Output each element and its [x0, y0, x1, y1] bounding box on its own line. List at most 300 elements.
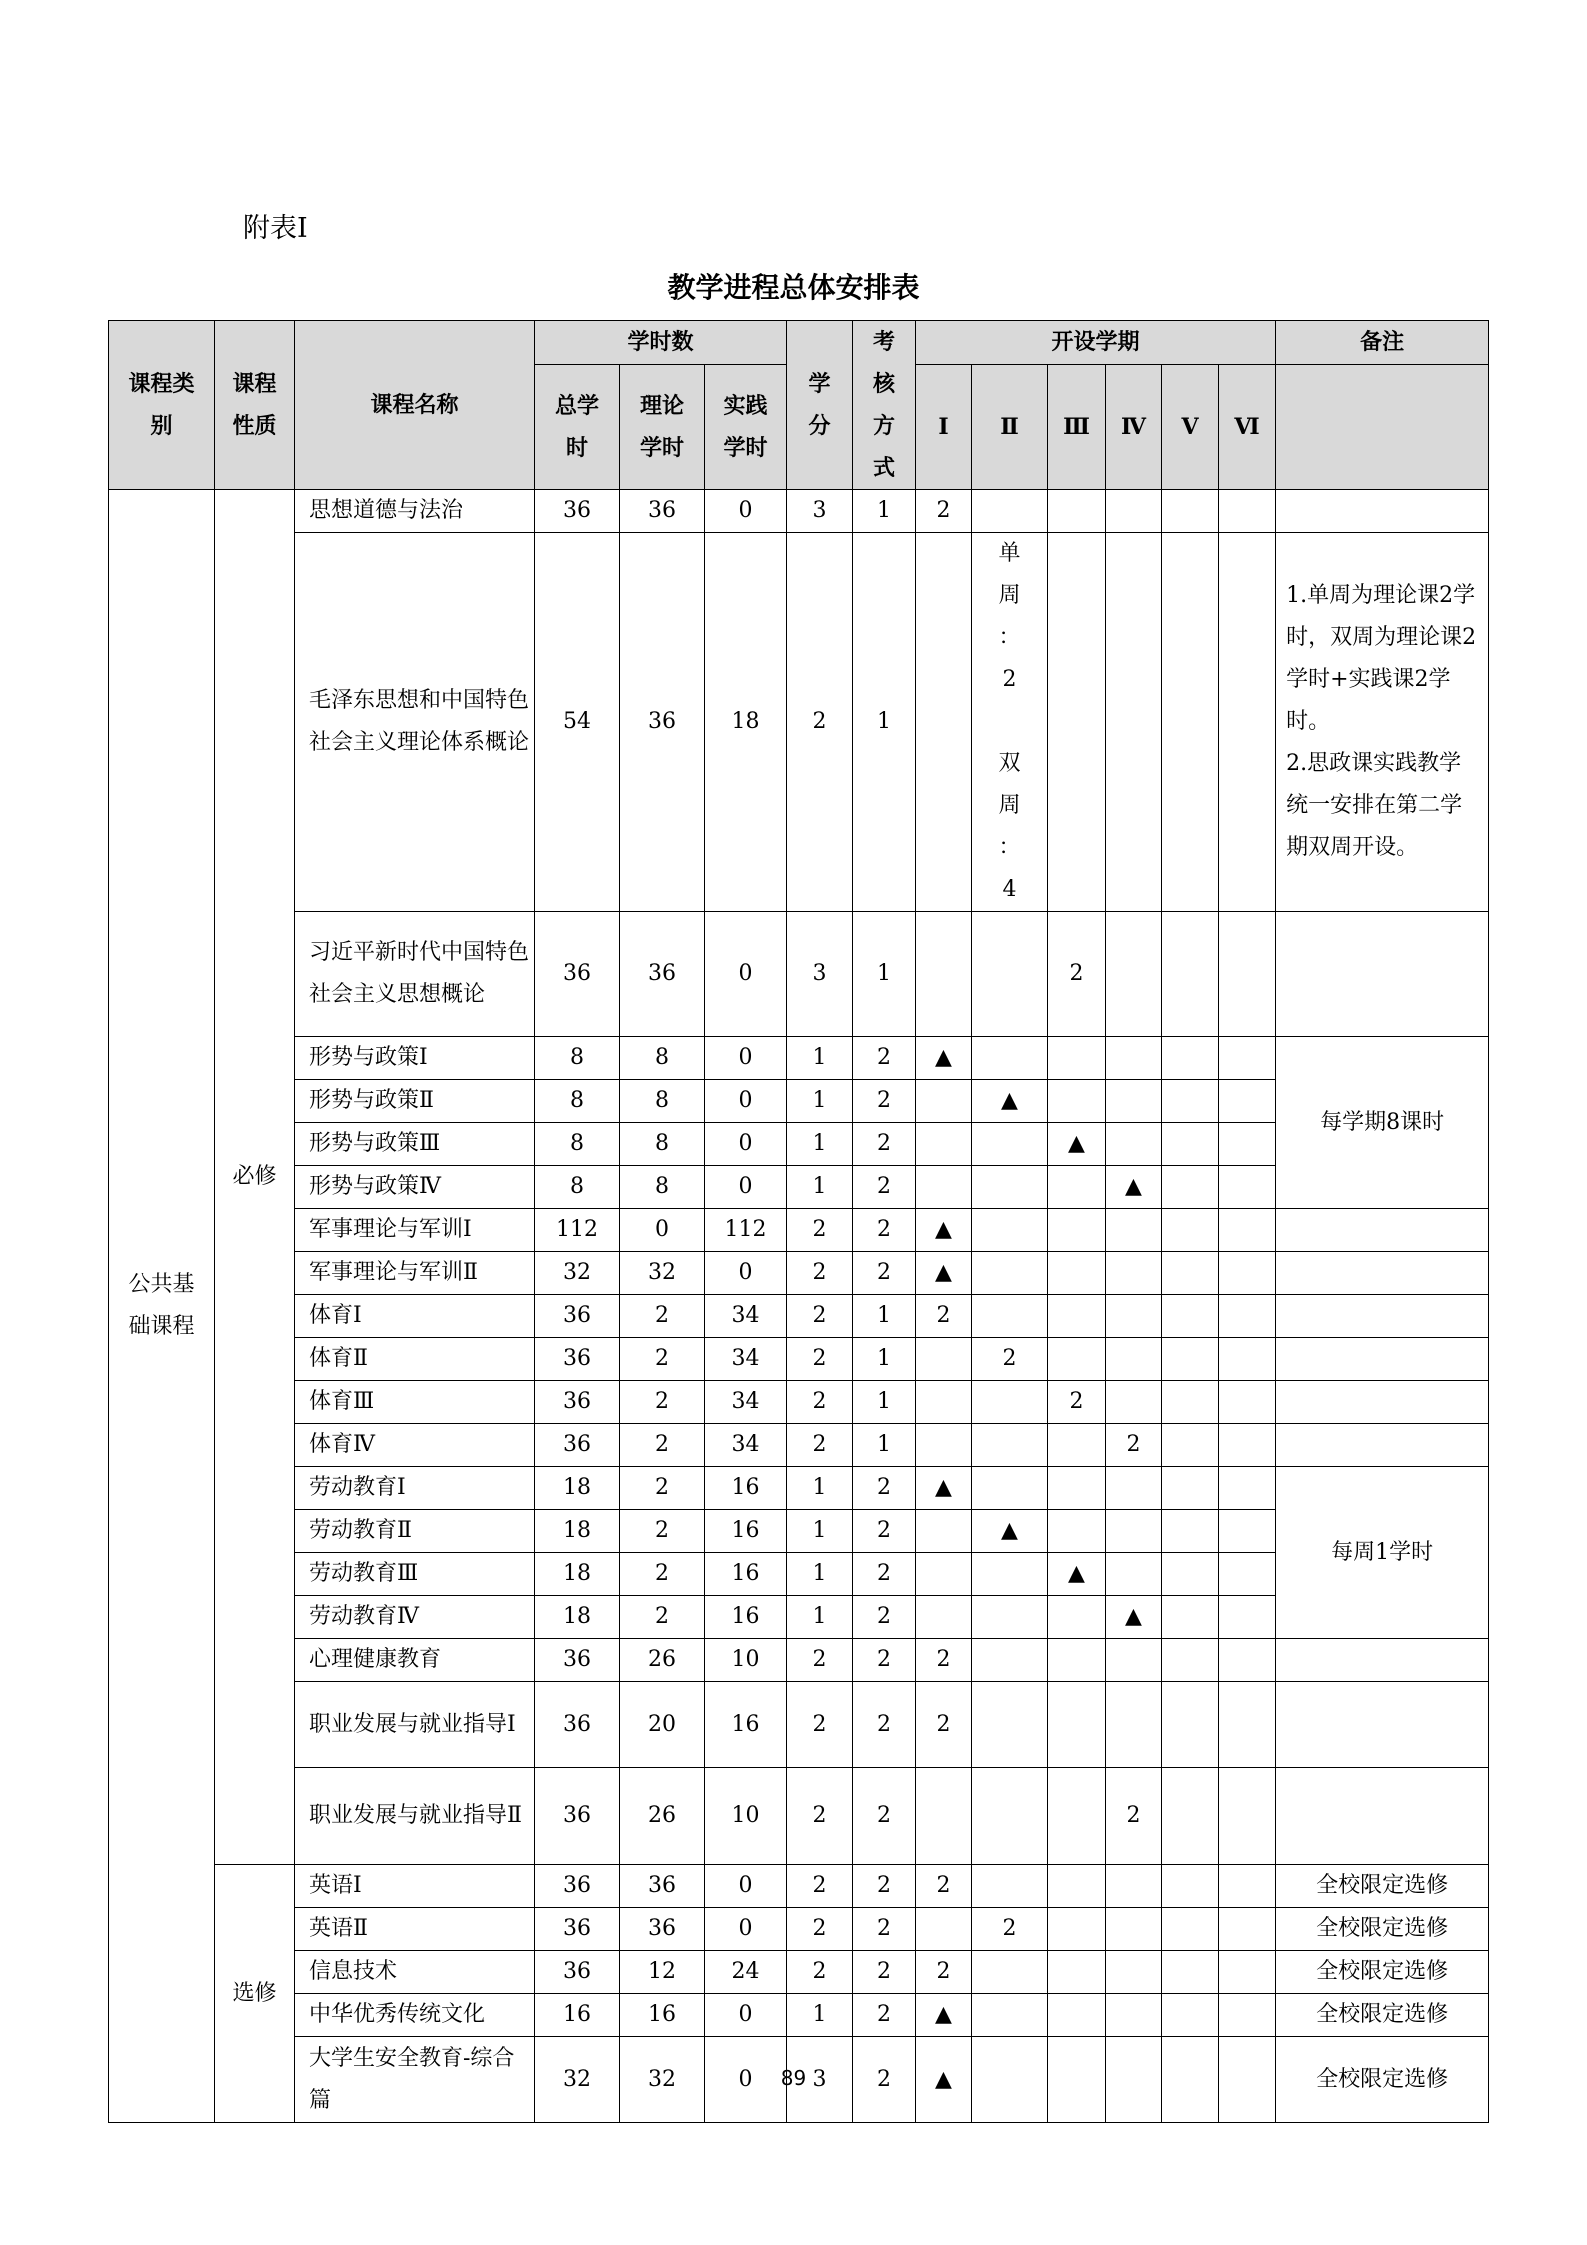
semester-1-cell [916, 912, 972, 1037]
semester-4-cell [1106, 1908, 1162, 1951]
semester-3-cell [1048, 533, 1106, 912]
exam-method: 2 [853, 1553, 916, 1596]
table-row [109, 1424, 1489, 1467]
theory-hours: 36 [620, 533, 705, 912]
semester-5-cell [1162, 1682, 1219, 1768]
credit: 2 [787, 533, 853, 912]
course-name: 大学生安全教育-综合篇 [295, 2037, 535, 2123]
credit: 1 [787, 1123, 853, 1166]
remark-elective: 全校限定选修 [1276, 2037, 1489, 2123]
total-hours: 16 [535, 1994, 620, 2037]
semester-4-cell: 2 [1106, 1424, 1162, 1467]
semester-3-cell [1048, 1994, 1106, 2037]
semester-2-cell [972, 1951, 1048, 1994]
semester-4-cell [1106, 1467, 1162, 1510]
total-hours: 54 [535, 533, 620, 912]
remark-elective: 全校限定选修 [1276, 1951, 1489, 1994]
semester-3-cell [1048, 1252, 1106, 1295]
semester-6-cell [1219, 1768, 1276, 1865]
theory-hours: 8 [620, 1123, 705, 1166]
semester-1-cell: 2 [916, 1951, 972, 1994]
semester-4-cell [1106, 1209, 1162, 1252]
remark-cell [1276, 1209, 1489, 1252]
course-name: 形势与政策Ⅳ [295, 1166, 535, 1209]
remark-elective: 全校限定选修 [1276, 1865, 1489, 1908]
course-name: 职业发展与就业指导Ⅰ [295, 1682, 535, 1768]
semester-5-cell [1162, 1908, 1219, 1951]
course-name: 英语Ⅰ [295, 1865, 535, 1908]
total-hours: 36 [535, 1338, 620, 1381]
total-hours: 36 [535, 490, 620, 533]
semester-5-cell [1162, 1424, 1219, 1467]
semester-3-cell [1048, 1467, 1106, 1510]
total-hours: 36 [535, 1639, 620, 1682]
semester-4-cell [1106, 533, 1162, 912]
total-hours: 8 [535, 1166, 620, 1209]
table-row [109, 1639, 1489, 1682]
semester-3-cell [1048, 1037, 1106, 1080]
theory-hours: 36 [620, 1865, 705, 1908]
credit: 3 [787, 490, 853, 533]
theory-hours: 2 [620, 1381, 705, 1424]
semester-5-cell [1162, 1467, 1219, 1510]
exam-method: 2 [853, 1467, 916, 1510]
semester-3-cell [1048, 1080, 1106, 1123]
theory-hours: 2 [620, 1467, 705, 1510]
semester-3-cell: 2 [1048, 1381, 1106, 1424]
theory-hours: 2 [620, 1510, 705, 1553]
semester-2-cell [972, 1639, 1048, 1682]
semester-5-cell [1162, 1295, 1219, 1338]
course-name: 劳动教育Ⅳ [295, 1596, 535, 1639]
semester-4-cell [1106, 1951, 1162, 1994]
semester-4-cell [1106, 1080, 1162, 1123]
course-name: 劳动教育Ⅰ [295, 1467, 535, 1510]
credit: 3 [787, 912, 853, 1037]
remark-cell [1276, 1424, 1489, 1467]
semester-4-cell [1106, 1639, 1162, 1682]
course-name: 军事理论与军训Ⅱ [295, 1252, 535, 1295]
table-row [109, 1467, 1489, 1510]
semester-1-cell [916, 533, 972, 912]
semester-3-cell [1048, 490, 1106, 533]
table-row [109, 1381, 1489, 1424]
semester-4-cell [1106, 1123, 1162, 1166]
course-name: 毛泽东思想和中国特色社会主义理论体系概论 [295, 533, 535, 912]
course-name: 劳动教育Ⅲ [295, 1553, 535, 1596]
semester-1-cell: 2 [916, 490, 972, 533]
semester-6-cell [1219, 1123, 1276, 1166]
total-hours: 36 [535, 1381, 620, 1424]
semester-1-cell [916, 1908, 972, 1951]
practice-hours: 0 [705, 1908, 787, 1951]
header-semester-5: Ⅴ [1162, 364, 1219, 490]
semester-4-cell [1106, 912, 1162, 1037]
semester-3-cell [1048, 1865, 1106, 1908]
semester-3-cell [1048, 1682, 1106, 1768]
semester-4-cell [1106, 1682, 1162, 1768]
practice-hours: 34 [705, 1338, 787, 1381]
exam-method: 1 [853, 533, 916, 912]
semester-2-cell [972, 490, 1048, 533]
exam-method: 2 [853, 1908, 916, 1951]
practice-hours: 16 [705, 1596, 787, 1639]
credit: 2 [787, 1768, 853, 1865]
theory-hours: 8 [620, 1037, 705, 1080]
semester-2-cell [972, 1037, 1048, 1080]
credit: 2 [787, 1865, 853, 1908]
semester-6-cell [1219, 1338, 1276, 1381]
total-hours: 36 [535, 1682, 620, 1768]
course-name: 形势与政策Ⅱ [295, 1080, 535, 1123]
semester-3-cell [1048, 1209, 1106, 1252]
course-name: 中华优秀传统文化 [295, 1994, 535, 2037]
course-name: 形势与政策Ⅰ [295, 1037, 535, 1080]
table-header [109, 321, 1489, 490]
course-name: 心理健康教育 [295, 1639, 535, 1682]
semester-2-cell [972, 1553, 1048, 1596]
semester-2-cell [972, 1209, 1048, 1252]
exam-method: 2 [853, 1123, 916, 1166]
total-hours: 36 [535, 1951, 620, 1994]
semester-1-cell [916, 1768, 972, 1865]
course-name: 习近平新时代中国特色社会主义思想概论 [295, 912, 535, 1037]
semester-6-cell [1219, 1166, 1276, 1209]
theory-hours: 2 [620, 1338, 705, 1381]
exam-method: 1 [853, 1295, 916, 1338]
practice-hours: 34 [705, 1295, 787, 1338]
semester-3-cell [1048, 1639, 1106, 1682]
table-row [109, 1908, 1489, 1951]
table-row [109, 1252, 1489, 1295]
table-row [109, 533, 1489, 912]
remark-policy: 每学期8课时 [1276, 1037, 1489, 1209]
practice-hours: 16 [705, 1467, 787, 1510]
exam-method: 2 [853, 1252, 916, 1295]
semester-6-cell [1219, 1639, 1276, 1682]
semester-6-cell [1219, 1510, 1276, 1553]
total-hours: 32 [535, 1252, 620, 1295]
semester-4-cell: ▲ [1106, 1596, 1162, 1639]
course-name: 形势与政策Ⅲ [295, 1123, 535, 1166]
table-row [109, 1951, 1489, 1994]
semester-3-cell [1048, 1295, 1106, 1338]
semester-3-cell [1048, 1596, 1106, 1639]
semester-4-cell [1106, 1338, 1162, 1381]
practice-hours: 34 [705, 1381, 787, 1424]
semester-5-cell [1162, 1865, 1219, 1908]
theory-hours: 2 [620, 1596, 705, 1639]
remark-cell: 1.单周为理论课2学时，双周为理论课2学时+实践课2学时。 2.思政课实践教学统一安排在第二学期双周开设。 [1276, 533, 1489, 912]
practice-hours: 112 [705, 1209, 787, 1252]
semester-2-cell [972, 1424, 1048, 1467]
table-row [109, 1037, 1489, 1080]
practice-hours: 0 [705, 1994, 787, 2037]
theory-hours: 16 [620, 1994, 705, 2037]
course-name: 体育Ⅱ [295, 1338, 535, 1381]
practice-hours: 0 [705, 1865, 787, 1908]
semester-2-cell [972, 1381, 1048, 1424]
semester-4-cell [1106, 1252, 1162, 1295]
semester-1-cell [916, 1553, 972, 1596]
remark-cell [1276, 1682, 1489, 1768]
theory-hours: 20 [620, 1682, 705, 1768]
header-name: 课程名称 [295, 321, 535, 490]
practice-hours: 0 [705, 1123, 787, 1166]
semester-5-cell [1162, 1080, 1219, 1123]
semester-4-cell [1106, 1865, 1162, 1908]
credit: 2 [787, 1639, 853, 1682]
header-semester-4: Ⅳ [1106, 364, 1162, 490]
practice-hours: 10 [705, 1768, 787, 1865]
semester-1-cell [916, 1510, 972, 1553]
course-name: 体育Ⅲ [295, 1381, 535, 1424]
header-category: 课程类 别 [109, 321, 215, 490]
exam-method: 1 [853, 490, 916, 533]
practice-hours: 16 [705, 1510, 787, 1553]
semester-6-cell [1219, 533, 1276, 912]
exam-method: 2 [853, 1510, 916, 1553]
course-name: 英语Ⅱ [295, 1908, 535, 1951]
exam-method: 1 [853, 912, 916, 1037]
semester-2-cell [972, 1994, 1048, 2037]
semester-5-cell [1162, 533, 1219, 912]
theory-hours: 2 [620, 1553, 705, 1596]
exam-method: 2 [853, 1951, 916, 1994]
header-semester-2: Ⅱ [972, 364, 1048, 490]
credit: 1 [787, 1510, 853, 1553]
exam-method: 1 [853, 1381, 916, 1424]
total-hours: 8 [535, 1123, 620, 1166]
theory-hours: 8 [620, 1166, 705, 1209]
practice-hours: 10 [705, 1639, 787, 1682]
semester-2-cell [972, 1166, 1048, 1209]
exam-method: 2 [853, 1768, 916, 1865]
theory-hours: 32 [620, 2037, 705, 2123]
header-credit: 学 分 [787, 321, 853, 490]
total-hours: 8 [535, 1037, 620, 1080]
practice-hours: 0 [705, 1037, 787, 1080]
exam-method: 1 [853, 1424, 916, 1467]
semester-3-cell [1048, 1510, 1106, 1553]
credit: 1 [787, 1553, 853, 1596]
credit: 1 [787, 1166, 853, 1209]
semester-3-cell [1048, 1424, 1106, 1467]
semester-1-cell: ▲ [916, 1209, 972, 1252]
semester-4-cell [1106, 1994, 1162, 2037]
header-nature: 课程 性质 [215, 321, 295, 490]
semester-5-cell [1162, 1510, 1219, 1553]
remark-cell [1276, 1338, 1489, 1381]
exam-method: 2 [853, 1682, 916, 1768]
semester-5-cell [1162, 1252, 1219, 1295]
semester-2-cell [972, 1123, 1048, 1166]
remark-cell [1276, 912, 1489, 1037]
semester-5-cell [1162, 1994, 1219, 2037]
semester-1-cell: ▲ [916, 1994, 972, 2037]
semester-5-cell [1162, 1037, 1219, 1080]
credit: 2 [787, 1682, 853, 1768]
practice-hours: 0 [705, 1252, 787, 1295]
semester-2-cell [972, 1467, 1048, 1510]
semester-5-cell [1162, 1639, 1219, 1682]
total-hours: 36 [535, 1768, 620, 1865]
remark-cell [1276, 1381, 1489, 1424]
nature-elective-cell: 选修 [215, 1865, 295, 2123]
semester-1-cell [916, 1596, 972, 1639]
header-exam: 考 核 方 式 [853, 321, 916, 490]
total-hours: 18 [535, 1553, 620, 1596]
semester-2-cell [972, 1295, 1048, 1338]
credit: 1 [787, 1080, 853, 1123]
semester-5-cell [1162, 1596, 1219, 1639]
total-hours: 112 [535, 1209, 620, 1252]
semester-2-cell: ▲ [972, 1510, 1048, 1553]
table-row [109, 490, 1489, 533]
exam-method: 2 [853, 1865, 916, 1908]
practice-hours: 0 [705, 1166, 787, 1209]
table-row [109, 1768, 1489, 1865]
semester-3-cell [1048, 1768, 1106, 1865]
exam-method: 2 [853, 1166, 916, 1209]
semester-4-cell: 2 [1106, 1768, 1162, 1865]
table-body [109, 490, 1489, 2123]
semester-5-cell [1162, 1209, 1219, 1252]
semester-1-cell [916, 1123, 972, 1166]
credit: 2 [787, 1295, 853, 1338]
header-total-hours: 总学 时 [535, 364, 620, 490]
semester-2-cell: 2 [972, 1908, 1048, 1951]
semester-4-cell [1106, 490, 1162, 533]
course-name: 军事理论与军训Ⅰ [295, 1209, 535, 1252]
practice-hours: 0 [705, 2037, 787, 2123]
total-hours: 32 [535, 2037, 620, 2123]
total-hours: 36 [535, 1424, 620, 1467]
semester-5-cell [1162, 1166, 1219, 1209]
course-name: 劳动教育Ⅱ [295, 1510, 535, 1553]
semester-6-cell [1219, 1467, 1276, 1510]
practice-hours: 24 [705, 1951, 787, 1994]
semester-5-cell [1162, 1768, 1219, 1865]
practice-hours: 16 [705, 1553, 787, 1596]
semester-1-cell: 2 [916, 1865, 972, 1908]
semester-6-cell [1219, 1252, 1276, 1295]
exam-method: 2 [853, 2037, 916, 2123]
semester-5-cell [1162, 490, 1219, 533]
semester-1-cell [916, 1381, 972, 1424]
semester-4-cell [1106, 1510, 1162, 1553]
semester-6-cell [1219, 912, 1276, 1037]
semester-4-cell [1106, 1553, 1162, 1596]
theory-hours: 2 [620, 1295, 705, 1338]
theory-hours: 12 [620, 1951, 705, 1994]
credit: 2 [787, 1338, 853, 1381]
total-hours: 18 [535, 1467, 620, 1510]
semester-6-cell [1219, 1682, 1276, 1768]
table-row [109, 1682, 1489, 1768]
remark-cell [1276, 1639, 1489, 1682]
total-hours: 8 [535, 1080, 620, 1123]
header-practice-hours: 实践 学时 [705, 364, 787, 490]
semester-3-cell [1048, 1908, 1106, 1951]
page-number: 89 [780, 2066, 807, 2090]
credit: 1 [787, 1467, 853, 1510]
credit: 2 [787, 1908, 853, 1951]
semester-2-cell: ▲ [972, 1080, 1048, 1123]
total-hours: 18 [535, 1510, 620, 1553]
header-semesters-group: 开设学期 [916, 321, 1276, 365]
course-name: 体育Ⅰ [295, 1295, 535, 1338]
semester-6-cell [1219, 1080, 1276, 1123]
semester-6-cell [1219, 1037, 1276, 1080]
semester-6-cell [1219, 1994, 1276, 2037]
semester-6-cell [1219, 1865, 1276, 1908]
credit: 2 [787, 1381, 853, 1424]
semester-6-cell [1219, 1596, 1276, 1639]
semester-1-cell: 2 [916, 1682, 972, 1768]
theory-hours: 8 [620, 1080, 705, 1123]
table-row [109, 1865, 1489, 1908]
practice-hours: 18 [705, 533, 787, 912]
table-row [109, 1338, 1489, 1381]
semester-5-cell [1162, 1381, 1219, 1424]
total-hours: 36 [535, 1908, 620, 1951]
semester-5-cell [1162, 912, 1219, 1037]
credit: 2 [787, 1424, 853, 1467]
semester-4-cell: ▲ [1106, 1166, 1162, 1209]
course-name: 信息技术 [295, 1951, 535, 1994]
credit: 1 [787, 1994, 853, 2037]
credit: 3 [787, 2037, 853, 2123]
semester-2-cell [972, 1768, 1048, 1865]
theory-hours: 36 [620, 490, 705, 533]
semester-6-cell [1219, 1553, 1276, 1596]
exam-method: 2 [853, 1209, 916, 1252]
semester-1-cell: ▲ [916, 1252, 972, 1295]
semester-2-cell [972, 912, 1048, 1037]
exam-method: 1 [853, 1338, 916, 1381]
total-hours: 36 [535, 912, 620, 1037]
semester-2-cell [972, 1596, 1048, 1639]
theory-hours: 36 [620, 1908, 705, 1951]
semester-6-cell [1219, 1295, 1276, 1338]
semester-2-cell [972, 1682, 1048, 1768]
semester-3-cell [1048, 1951, 1106, 1994]
credit: 1 [787, 1037, 853, 1080]
remark-elective: 全校限定选修 [1276, 1908, 1489, 1951]
semester-2-cell: 2 [972, 1338, 1048, 1381]
total-hours: 18 [535, 1596, 620, 1639]
remark-cell [1276, 1768, 1489, 1865]
header-remark-blank [1276, 364, 1489, 490]
header-hours-group: 学时数 [535, 321, 787, 365]
semester-1-cell [916, 1424, 972, 1467]
table-row [109, 1209, 1489, 1252]
header-semester-3: Ⅲ [1048, 364, 1106, 490]
semester-3-cell [1048, 1166, 1106, 1209]
course-name: 职业发展与就业指导Ⅱ [295, 1768, 535, 1865]
remark-elective: 全校限定选修 [1276, 1994, 1489, 2037]
header-theory-hours: 理论 学时 [620, 364, 705, 490]
semester-3-cell: ▲ [1048, 1123, 1106, 1166]
semester-6-cell [1219, 1209, 1276, 1252]
header-remark: 备注 [1276, 321, 1489, 365]
exam-method: 2 [853, 1639, 916, 1682]
remark-cell [1276, 490, 1489, 533]
semester-2-cell [972, 1865, 1048, 1908]
category-cell: 公共基 础课程 [109, 490, 215, 2123]
semester-4-cell [1106, 1295, 1162, 1338]
